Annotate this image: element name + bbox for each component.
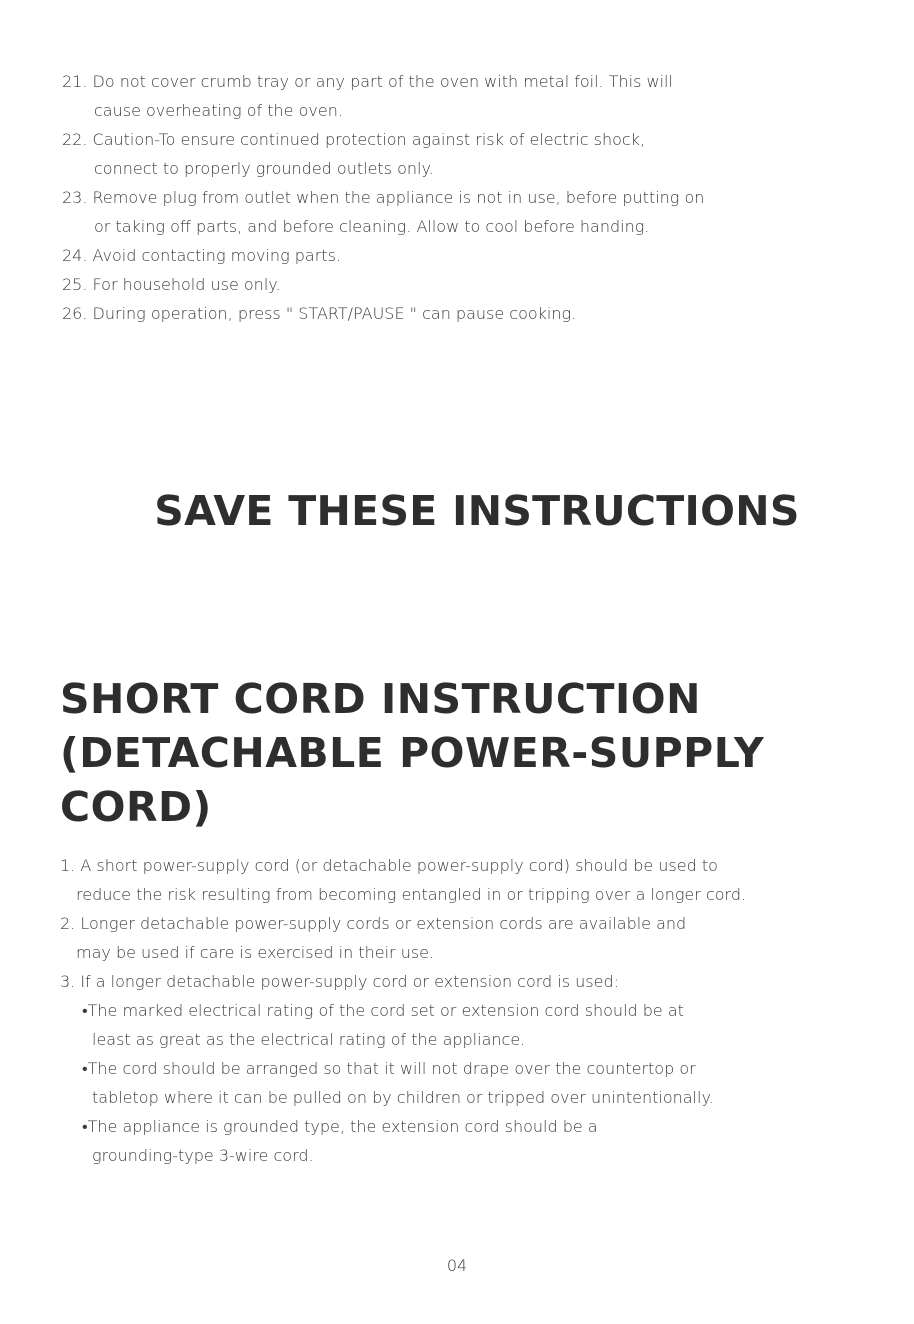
item-text: 25. For household use only. — [62, 275, 281, 294]
bullet-text: •The appliance is grounded type, the extension cord should be a — [82, 1117, 598, 1136]
list-item — [60, 967, 880, 1170]
cord-instructions-list — [60, 851, 880, 1170]
heading-line: SHORT CORD INSTRUCTION — [60, 675, 701, 723]
item-text-continued: reduce the risk resulting from becoming entangled in or tripping over a longer cord. — [76, 885, 747, 904]
item-text: 26. During operation, press " START/PAUSE " can pause cooking. — [62, 304, 577, 323]
item-text: 2. Longer detachable power-supply cords or extension cords are available and — [60, 914, 687, 933]
list-item — [60, 909, 880, 967]
list-item — [62, 125, 862, 183]
item-text: 22. Caution-To ensure continued protection against risk of electric shock, — [62, 130, 646, 149]
heading-line: CORD) — [60, 783, 212, 831]
short-cord-heading — [60, 672, 860, 834]
item-text: 3. If a longer detachable power-supply cord or extension cord is used: — [60, 972, 620, 991]
item-text-continued: cause overheating of the oven. — [94, 101, 343, 120]
page-number: 04 — [446, 1256, 468, 1275]
list-item — [62, 299, 862, 328]
save-instructions-heading: SAVE THESE INSTRUCTIONS — [154, 487, 800, 535]
item-text-continued: or taking off parts, and before cleaning. Allow to cool before handing. — [94, 217, 650, 236]
item-text: 21. Do not cover crumb tray or any part of the oven with metal foil. This will — [62, 72, 673, 91]
item-text-continued: connect to properly grounded outlets only. — [94, 159, 434, 178]
item-text: 1. A short power-supply cord (or detachable power-supply cord) should be used to — [60, 856, 718, 875]
list-item — [62, 241, 862, 270]
list-item — [62, 270, 862, 299]
bullet-text-continued: grounding-type 3-wire cord. — [92, 1146, 314, 1165]
item-text-continued: may be used if care is exercised in their use. — [76, 943, 435, 962]
heading-line: (DETACHABLE POWER-SUPPLY — [60, 729, 765, 777]
safety-instructions-list — [62, 67, 862, 328]
bullet-text-continued: tabletop where it can be pulled on by children or tripped over unintentionally. — [92, 1088, 714, 1107]
list-item — [62, 183, 862, 241]
bullet-text-continued: least as great as the electrical rating of the appliance. — [92, 1030, 526, 1049]
bullet-text: •The cord should be arranged so that it will not drape over the countertop or — [82, 1059, 696, 1078]
bullet-text: •The marked electrical rating of the cord set or extension cord should be at — [82, 1001, 684, 1020]
list-item — [60, 851, 880, 909]
item-text: 24. Avoid contacting moving parts. — [62, 246, 341, 265]
item-text: 23. Remove plug from outlet when the appliance is not in use, before putting on — [62, 188, 705, 207]
list-item — [62, 67, 862, 125]
